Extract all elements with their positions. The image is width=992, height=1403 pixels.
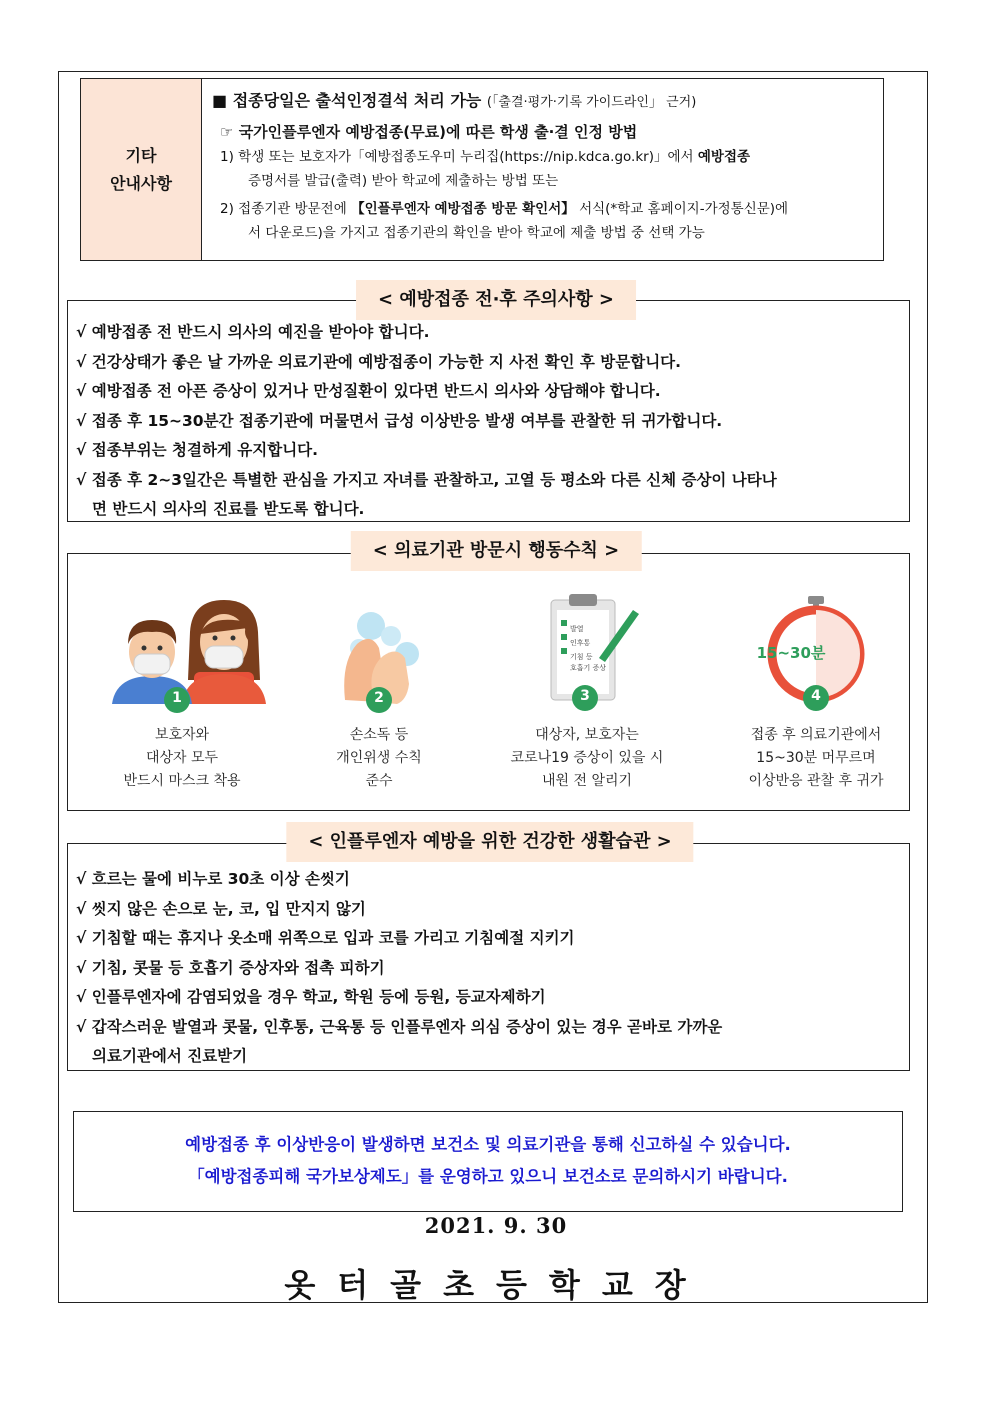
report-line-1: 예방접종 후 이상반응이 발생하면 보건소 및 의료기관을 통해 신고하실 수 있습니다.	[185, 1135, 791, 1154]
etc-subheading: ☞ 국가인플루엔자 예방접종(무료)에 따른 학생 출·결 인정 방법	[220, 123, 638, 141]
habits-list	[76, 865, 906, 1072]
principal-signature: 옷터골초등학교장	[284, 1266, 708, 1304]
step-badge-3: 3	[580, 688, 590, 704]
precautions-list	[76, 318, 906, 525]
etc-heading-note: (「출결·평가·기록 가이드라인」 근거)	[486, 95, 697, 110]
etc-info-table	[80, 78, 884, 261]
etc-label	[81, 79, 202, 260]
pointing-hand-icon: ☞	[220, 123, 234, 141]
guide-illustration-clipboard	[487, 592, 687, 717]
report-line-2: 「예방접종피해 국가보상제도」를 운영하고 있으니 보건소로 문의하시기 바랍니다.	[188, 1167, 788, 1186]
step-badge-2: 2	[374, 690, 384, 706]
etc-step-2-cont: 서 다운로드)을 가지고 접종기관의 확인을 받아 학교에 제출 방법 중 선택 가능	[248, 225, 705, 241]
clipboard-text: 발열 인후통 기침 등 호흡기 증상	[570, 625, 607, 672]
etc-step-1: 1) 학생 또는 보호자가「예방접종도우미 누리집(https://nip.kdca.go.kr)」에서 예방접종	[220, 149, 751, 165]
list-item-cont: 면 반드시 의사의 진료를 받도록 합니다.	[92, 500, 365, 518]
list-item: √ 씻지 않은 손으로 눈, 코, 입 만지지 않기	[76, 899, 366, 918]
etc-label-line2: 안내사항	[110, 173, 172, 193]
timer-label: 15~30분	[756, 644, 826, 662]
document-date: 2021. 9. 30	[424, 1213, 568, 1238]
guide-illustration-timer	[716, 592, 916, 717]
precautions-title: < 예방접종 전·후 주의사항 >	[356, 280, 636, 320]
step-badge-4: 4	[811, 688, 821, 704]
list-item: √ 갑작스러운 발열과 콧물, 인후통, 근육통 등 인플루엔자 의심 증상이 있는 경우 곧바로 가까운	[76, 1017, 723, 1036]
list-item: √ 접종 후 2~3일간은 특별한 관심을 가지고 자녀를 관찰하고, 고열 등 평소와 다른 신체 증상이 나타나	[76, 470, 777, 489]
list-item: √ 인플루엔자에 감염되었을 경우 학교, 학원 등에 등원, 등교자제하기	[76, 988, 546, 1006]
etc-step-1-cont: 증명서를 발급(출력) 받아 학교에 제출하는 방법 또는	[248, 173, 559, 189]
etc-step-2: 2) 접종기관 방문전에 【인플루엔자 예방접종 방문 확인서】 서식(*학교 홈페이지-가정통신문)에	[220, 201, 789, 217]
square-bullet-icon: ■	[212, 91, 228, 110]
habits-title: < 인플루엔자 예방을 위한 건강한 생활습관 >	[286, 822, 693, 862]
list-item: √ 예방접종 전 반드시 의사의 예진을 받아야 합니다.	[76, 323, 430, 341]
guide-caption-2: 손소독 등 개인위생 수칙 준수	[336, 727, 422, 789]
list-item: √ 예방접종 전 아픈 증상이 있거나 만성질환이 있다면 반드시 의사와 상담해야 합니다.	[76, 382, 661, 400]
list-item: √ 건강상태가 좋은 날 가까운 의료기관에 예방접종이 가능한 지 사전 확인 후 방문합니다.	[76, 352, 682, 371]
guide-title: < 의료기관 방문시 행동수칙 >	[351, 531, 642, 571]
step-badge-1: 1	[172, 690, 182, 706]
list-item: √ 기침할 때는 휴지나 옷소매 위쪽으로 입과 코를 가리고 기침예절 지키기	[76, 929, 575, 947]
list-item: √ 흐르는 물에 비누로 30초 이상 손씻기	[76, 870, 350, 888]
report-notice	[73, 1111, 903, 1212]
etc-heading: ■ 접종당일은 출석인정결석 처리 가능 (「출결·평가·기록 가이드라인」 근거)	[212, 91, 697, 110]
list-item: √ 기침, 콧물 등 호흡기 증상자와 접촉 피하기	[76, 958, 385, 977]
etc-body	[202, 79, 883, 260]
guide-caption-1: 보호자와 대상자 모두 반드시 마스크 착용	[123, 727, 241, 789]
guide-illustration-handwash	[279, 592, 479, 717]
list-item: √ 접종부위는 청결하게 유지합니다.	[76, 441, 319, 459]
guide-caption-4: 접종 후 의료기관에서 15~30분 머무르며 이상반응 관찰 후 귀가	[748, 727, 884, 789]
guide-illustration-masks	[82, 592, 282, 717]
guide-caption-3: 대상자, 보호자는 코로나19 증상이 있을 시 내원 전 알리기	[510, 727, 664, 789]
list-item: √ 접종 후 15~30분간 접종기관에 머물면서 급성 이상반응 발생 여부를 관찰한 뒤 귀가합니다.	[76, 411, 723, 430]
list-item-cont: 의료기관에서 진료받기	[92, 1047, 248, 1065]
etc-label-line1: 기타	[125, 145, 157, 165]
